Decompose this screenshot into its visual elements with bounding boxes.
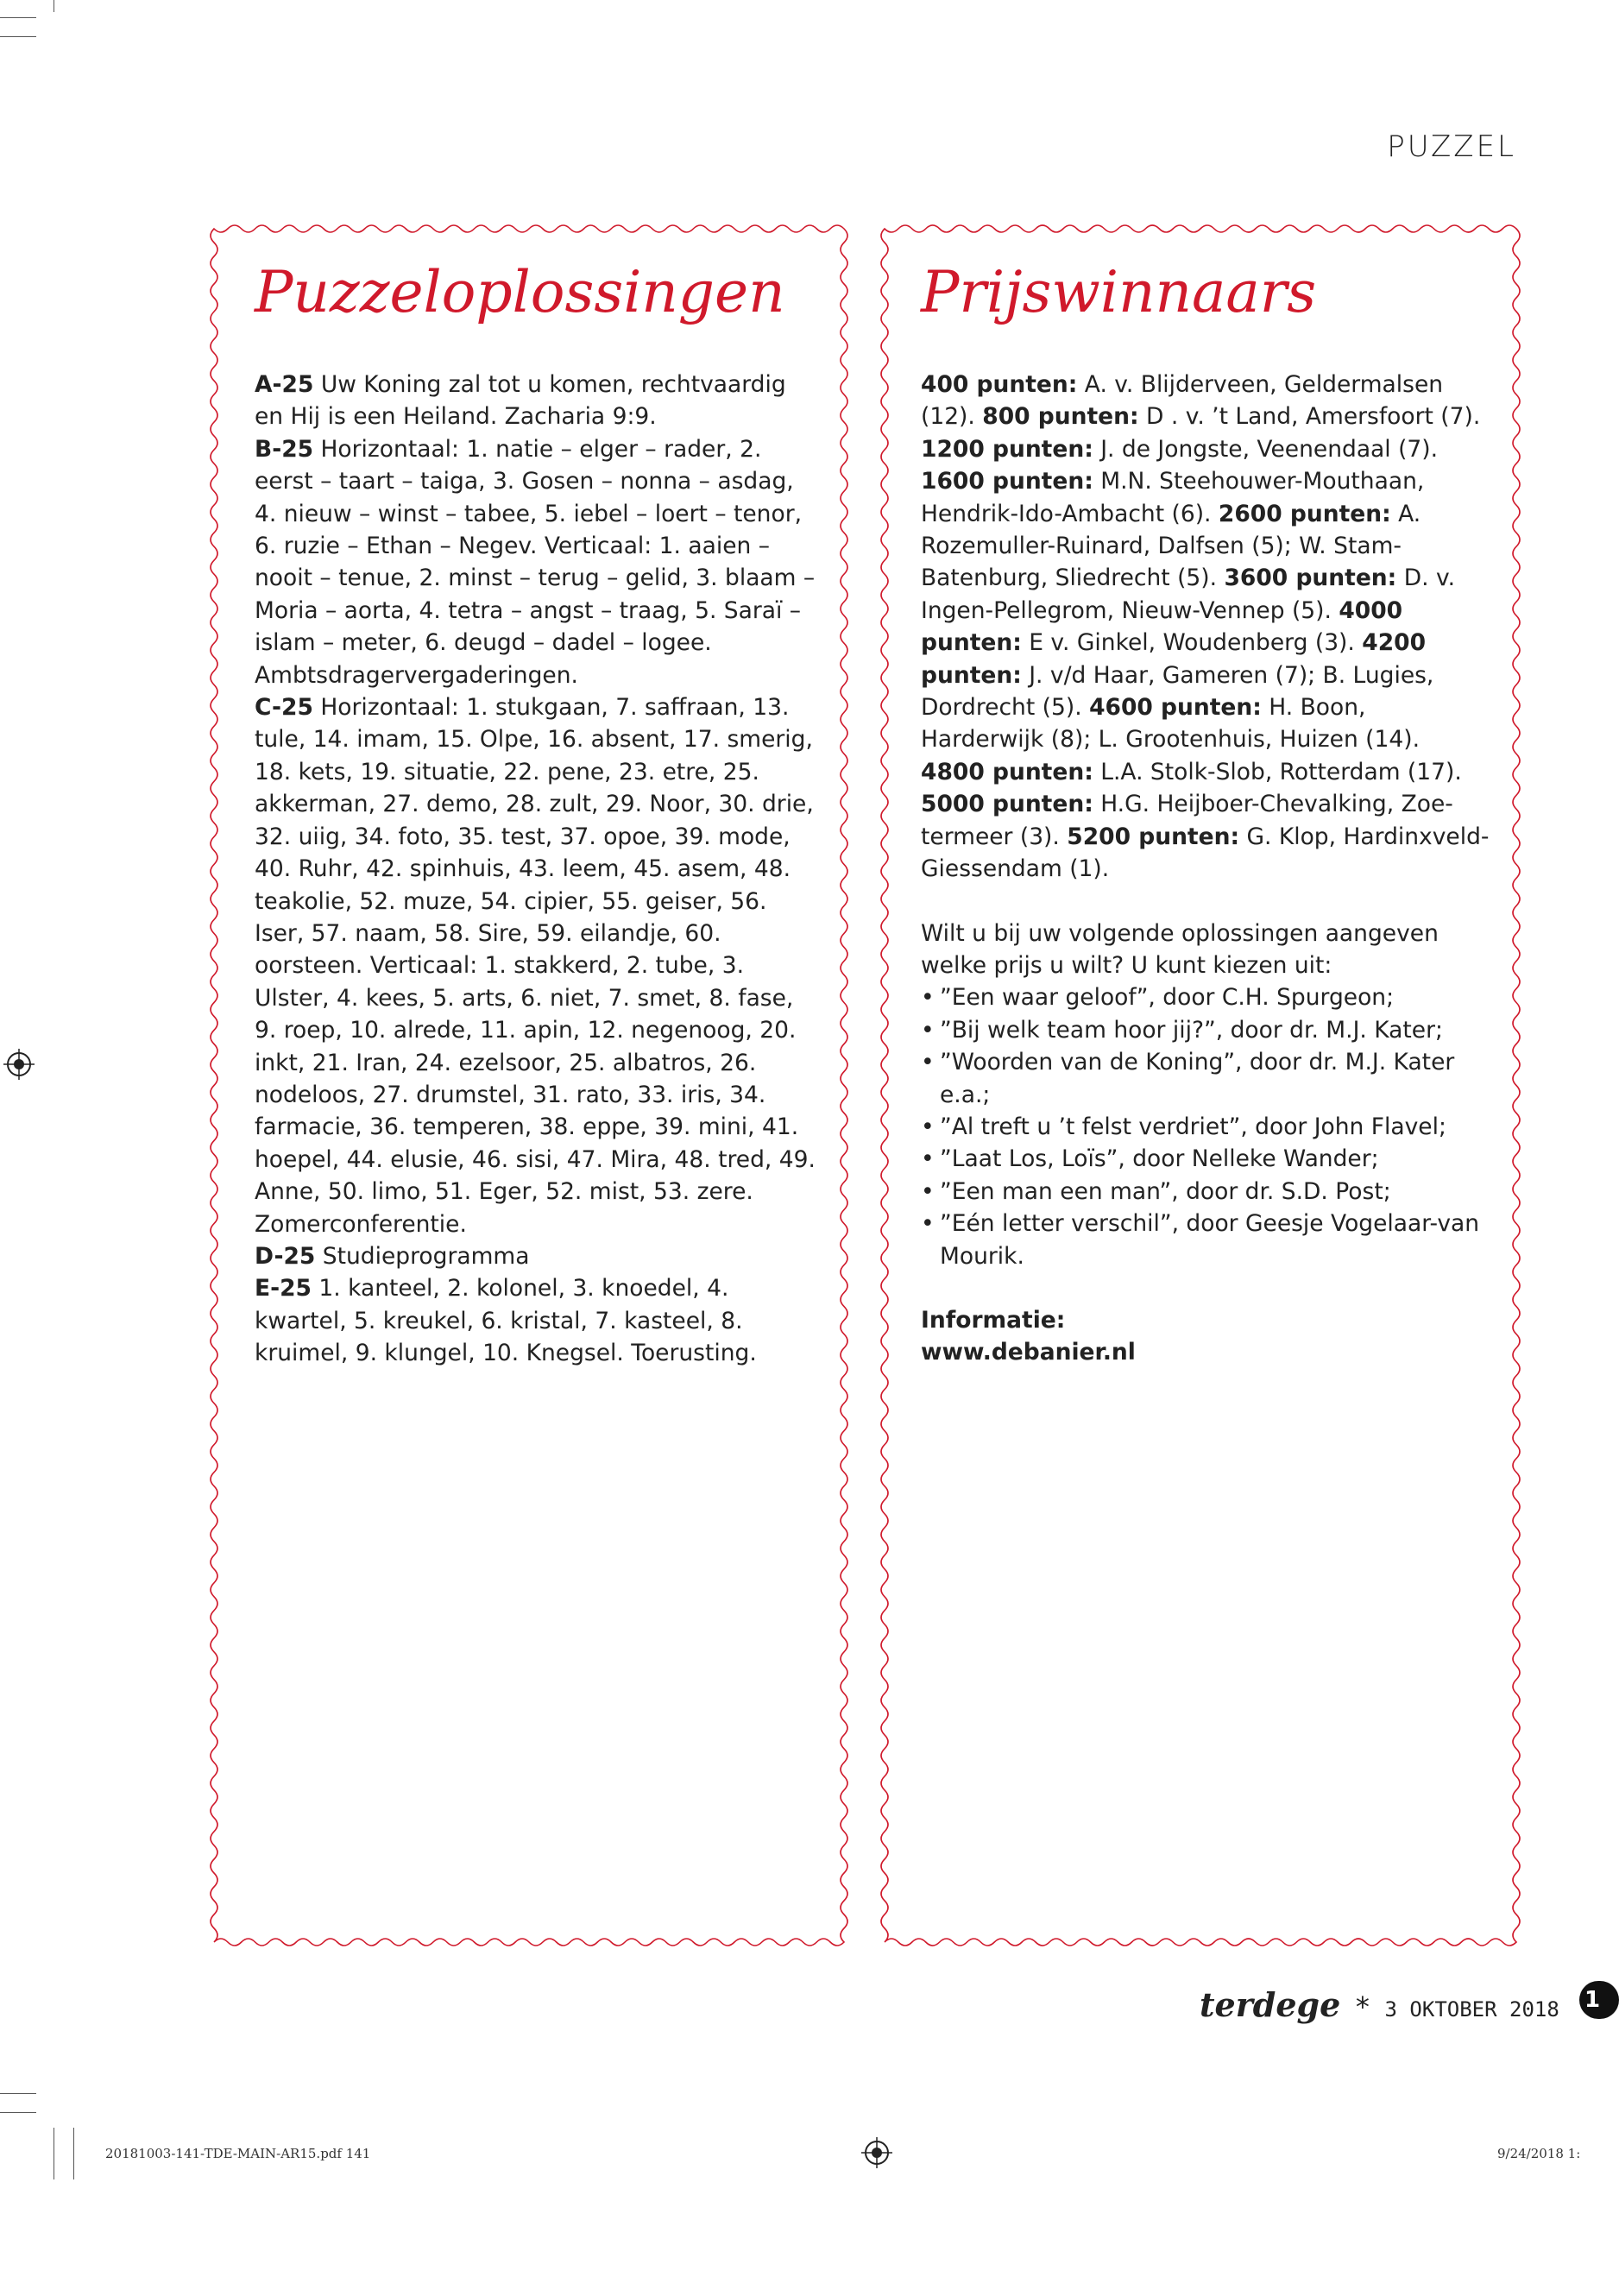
solutions-list [255,369,816,1370]
winner-points: 4600 punten: [1089,694,1262,722]
crop-mark [73,2128,74,2179]
winner-points: 5000 punten: [921,791,1093,818]
winner-names: L.A. Stolk-Slob, Rotterdam (17). [1093,758,1462,785]
solution-text: Horizontaal: 1. natie – elger – rader, 2. eerst – taart – taiga, 3. Gosen – nonna – asdag, 4. nieuw – winst – tabee, 5. iebel – loert – tenor, 6. ruzie – Ethan – Negev. Verticaal: 1. aaien – nooit – tenue, 2. minst – terug – gelid, 3. blaam – Moria – aorta, 4. tetra – angst – traag, 5. Saraï – islam – meter, 6. deugd – dadel – logee. Ambtsdragervergaderingen. [255,435,816,689]
winner-points: 5200 punten: [1067,823,1240,850]
info-link[interactable]: www.debanier.nl [921,1339,1136,1366]
solution-code: A-25 [255,371,314,398]
solution-entry [255,1240,816,1272]
winner-points: 1600 punten: [921,468,1093,495]
winner-points: 4200 punten: [921,629,1427,689]
prize-item: • ”Bij welk team hoor jij?”, door dr. M.J. Kater; [921,1014,1490,1046]
winner-names: J. v/d Haar, Gameren (7); B. Lugies, Dordrecht (5). [921,661,1434,722]
slug-timestamp: 9/24/2018 1: [1497,2146,1581,2161]
prize-instructions: Wilt u bij uw volgende oplossingen aangeven welke prijs u wilt? U kunt kiezen uit: [921,919,1439,979]
solution-entry [255,691,816,1240]
registration-mark-icon [861,2137,892,2168]
winner-names: M.N. Steehouwer-Mouthaan, Hendrik-Ido-Ambacht (6). [921,468,1425,527]
brand-logo: terdege [1200,1985,1341,2024]
winner-names: H. Boon, Harderwijk (8); L. Grootenhuis, Huizen (14). [921,694,1420,754]
crop-mark [0,17,36,18]
winner-points: 2600 punten: [1218,500,1391,527]
prize-item: • ”Laat Los, Loïs”, door Nelleke Wander; [921,1143,1490,1175]
winner-names: H.G. Heijboer-Chevalking, Zoetermeer (3). [921,791,1453,850]
info-label: Informatie: [921,1306,1066,1334]
winner-points: 800 punten: [982,403,1139,431]
solution-code: B-25 [255,435,314,463]
prize-item: • ”Een waar geloof”, door C.H. Spurgeon; [921,981,1490,1013]
winners-box [885,229,1516,1942]
winner-names: A. Rozemuller-Ruinard, Dalfsen (5); W. Stam-Batenburg, Sliedrecht (5). [921,500,1421,592]
winner-names: G. Klop, Hardinxveld-Giessendam (1). [921,823,1490,883]
winner-points: 4000 punten: [921,596,1403,657]
solution-code: E-25 [255,1275,312,1303]
prize-item: • ”Een man een man”, door dr. S.D. Post; [921,1176,1490,1208]
winner-points: 1200 punten: [921,435,1093,463]
crop-mark [0,2093,36,2094]
solution-text: Uw Koning zal tot u komen, rechtvaardig en Hij is een Heiland. Zacharia 9:9. [255,371,786,431]
page-number: 1 [1579,1981,1619,2019]
crop-mark [0,2112,36,2113]
solution-code: D-25 [255,1242,316,1270]
prize-list [921,981,1490,1272]
winners-text [921,369,1490,1369]
winner-points: 4800 punten: [921,758,1093,785]
solution-entry [255,1272,816,1369]
registration-mark-icon [3,1049,35,1080]
prize-item: • ”Woorden van de Koning”, door dr. M.J. Kater e.a.; [921,1046,1490,1111]
issue-date: 3 OKTOBER 2018 [1384,1997,1559,2022]
winner-points: 400 punten: [921,371,1078,398]
crop-mark [0,36,36,37]
slug-filename: 20181003-141-TDE-MAIN-AR15.pdf 141 [105,2146,371,2161]
solution-entry [255,433,816,691]
solution-code: C-25 [255,694,313,722]
winner-names: A. v. Blijderveen, Geldermalsen (12). [921,371,1444,431]
winner-names: D. v. Ingen-Pellegrom, Nieuw-Vennep (5). [921,565,1456,624]
winner-names: J. de Jongste, Veenendaal (7). [1093,435,1439,463]
solution-text: Horizontaal: 1. stukgaan, 7. saffraan, 13. tule, 14. imam, 15. Olpe, 16. absent, 17. smerig, 18. kets, 19. situatie, 22. pene, 23. etre, 25. akkerman, 27. demo, 28. zult, 29. Noor, 30. drie, 32. uiig, 34. foto, 35. test, 37. opoe, 39. mode, 40. Ruhr, 42. spinhuis, 43. leem, 45. asem, 48. teakolie, 52. muze, 54. cipier, 55. geiser, 56. Iser, 57. naam, 58. Sire, 59. eilandje, 60. oorsteen. Verticaal: 1. stakkerd, 2. tube, 3. Ulster, 4. kees, 5. arts, 6. niet, 7. smet, 8. fase, 9. roep, 10. alrede, 11. apin, 12. negenoog, 20. inkt, 21. Iran, 24. ezelsoor, 25. albatros, 26. nodeloos, 27. drumstel, 31. rato, 33. iris, 34. farmacie, 36. temperen, 38. eppe, 39. mini, 41. hoepel, 44. elusie, 46. sisi, 47. Mira, 48. tred, 49. Anne, 50. limo, 51. Eger, 52. mist, 53. zere. Zomerconferentie. [255,694,816,1238]
winners-heading: Prijswinnaars [921,259,1317,325]
section-label: PUZZEL [1387,129,1516,164]
winners-paragraph [921,369,1490,886]
prize-item: • ”Eén letter verschil”, door Geesje Vogelaar-van Mourik. [921,1208,1490,1272]
winner-names: D . v. ’t Land, Amersfoort (7). [1138,403,1481,431]
winner-names: E v. Ginkel, Woudenberg (3). [1021,629,1363,657]
winner-points: 3600 punten: [1224,565,1397,592]
prize-item: • ”Al treft u ’t felst verdriet”, door John Flavel; [921,1111,1490,1143]
solutions-box [214,229,844,1942]
solution-text: 1. kanteel, 2. kolonel, 3. knoedel, 4. kwartel, 5. kreukel, 6. kristal, 7. kasteel, 8. kruimel, 9. klungel, 10. Knegsel. Toerusting. [255,1275,757,1367]
separator-star-icon: * [1355,1990,1370,2023]
solution-entry [255,369,816,433]
footer [1200,1985,1559,2024]
solutions-heading: Puzzeloplossingen [255,259,785,325]
solution-text: Studieprogramma [315,1242,530,1270]
